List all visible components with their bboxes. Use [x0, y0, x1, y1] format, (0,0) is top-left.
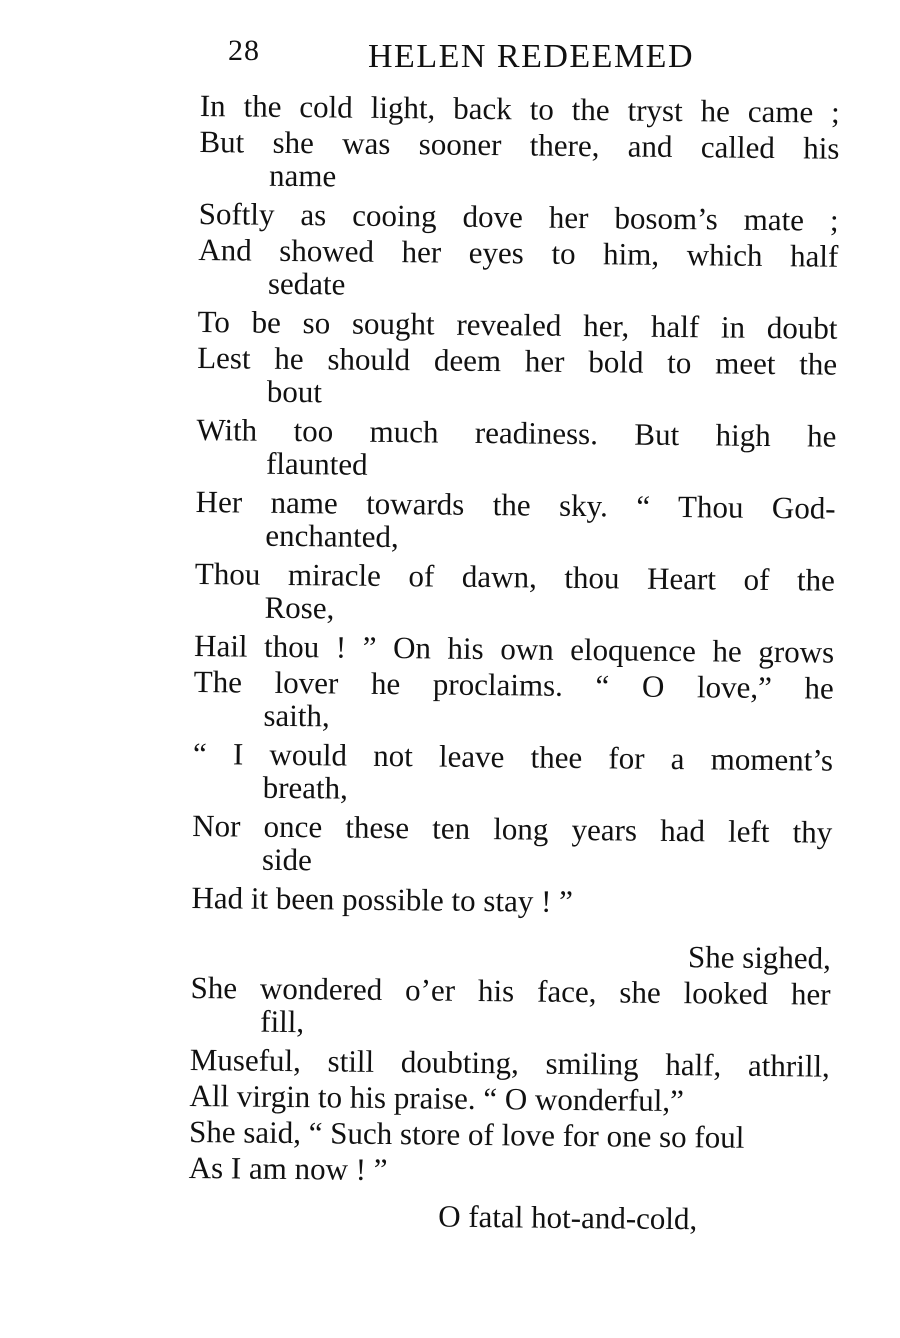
verse-line: Hail thou ! ” On his own eloquence he grows [193, 627, 835, 670]
verse-line: Lest he should deem her bold to meet the [196, 339, 838, 382]
verse-line: She wondered o’er his face, she looked her [190, 969, 831, 1012]
verse-line: She said, “ Such store of love for one so foul [188, 1113, 745, 1155]
verse-line: Had it been possible to stay ! ” [191, 879, 574, 919]
verse-line: To be so sought revealed her, half in doubt [197, 303, 838, 346]
verse-line: But she was sooner there, and called his [199, 123, 840, 166]
verse-line-continuation: breath, [262, 769, 349, 806]
verse-line-continuation: saith, [263, 697, 330, 734]
verse-line: Museful, still doubting, smiling half, athrill, [189, 1041, 830, 1084]
verse-line: The lover he proclaims. “ O love,” he [193, 663, 834, 706]
verse-line: Nor once these ten long years had left thy [192, 807, 833, 850]
page-number: 28 [228, 34, 260, 67]
verse-line: Softly as cooing dove her bosom’s mate ; [198, 195, 839, 238]
verse-line: Thou miracle of dawn, thou Heart of the [194, 555, 836, 598]
verse-line: Her name towards the sky. “ Thou God- [195, 483, 836, 526]
verse-line: With too much readiness. But high he [196, 411, 837, 454]
verse-line: “ I would not leave thee for a moment’s [192, 735, 834, 778]
verse-line-continuation: sedate [267, 265, 346, 302]
verse-line: In the cold light, back to the tryst he came ; [199, 88, 840, 130]
page-header [220, 30, 760, 80]
verse-line-continuation: Rose, [264, 589, 335, 626]
verse-line-continuation: flaunted [265, 445, 368, 482]
running-title: HELEN REDEEMED [368, 38, 695, 75]
verse-line-continuation: bout [266, 373, 323, 410]
verse-line-continuation: name [268, 157, 337, 194]
verse-line-continuation: side [261, 841, 313, 878]
verse-line: All virgin to his praise. “ O wonderful,” [189, 1077, 685, 1119]
verse-line-right: She sighed, [687, 939, 832, 976]
verse-line-indented: O fatal hot-and-cold, [438, 1198, 698, 1237]
verse-line-continuation: enchanted, [265, 517, 399, 555]
verse-line-continuation: fill, [260, 1003, 305, 1040]
verse-line: As I am now ! ” [188, 1149, 388, 1188]
verse-line: And showed her eyes to him, which half [198, 231, 839, 274]
poem-text [188, 88, 850, 1239]
